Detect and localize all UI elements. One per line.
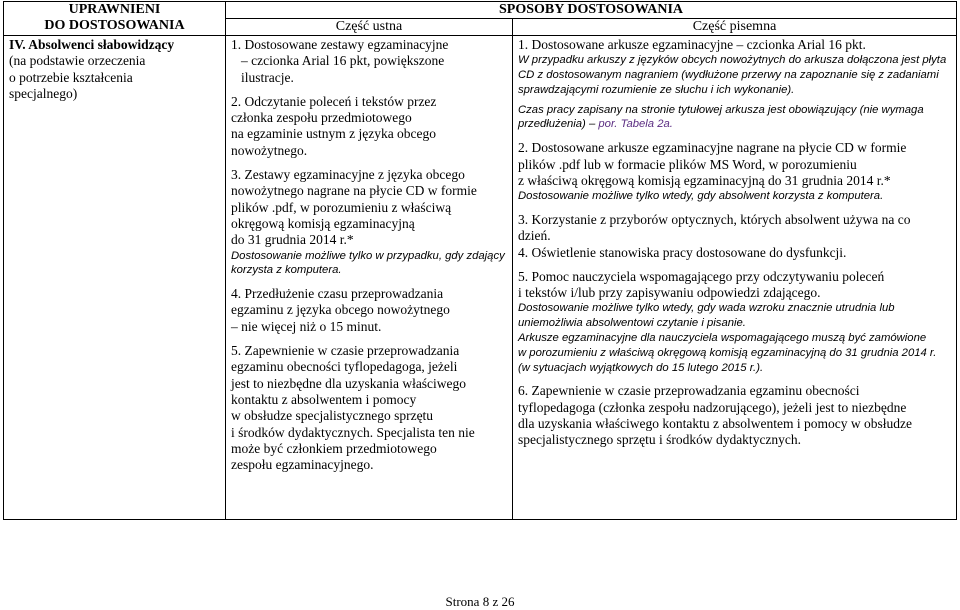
oral-item: do 31 grudnia 2014 r.*	[231, 232, 354, 248]
written-item: z właściwą okręgową komisją egzaminacyjną do 31 grudnia 2014 r.*	[518, 172, 891, 188]
written-note: Dostosowanie możliwe tylko wtedy, gdy wada wzroku znacznie utrudnia lub	[518, 302, 895, 315]
written-item: plików .pdf lub w formacie plików MS Word, w porozumieniu	[518, 156, 857, 172]
oral-item: 4. Przedłużenie czasu przeprowadzania	[231, 286, 444, 302]
header-entitled-line2: DO DOSTOSOWANIA	[44, 18, 185, 33]
entitled-line: (na podstawie orzeczenia	[9, 53, 146, 69]
written-note: uniemożliwia absolwentowi czytanie i pisanie.	[518, 317, 746, 330]
written-note: w porozumieniu z właściwą okręgową komisją egzaminacyjną do 31 grudnia 2014 r.	[518, 346, 937, 359]
written-item: i tekstów i/lub przy zapisywaniu odpowiedzi zdającego.	[518, 285, 821, 301]
oral-item: 5. Zapewnienie w czasie przeprowadzania	[231, 343, 460, 359]
written-note: sprawdzającymi rozumienie ze słuchu i ich wykonanie).	[518, 83, 795, 96]
header-methods: SPOSOBY DOSTOSOWANIA	[226, 2, 957, 19]
oral-item: w obsłudze specjalistycznego sprzętu	[231, 408, 434, 424]
written-item: tyflopedagoga (członka zespołu nadzorującego), jeżeli jest to niezbędne	[518, 399, 907, 415]
written-item: 3. Korzystanie z przyborów optycznych, których absolwent używa na co	[518, 211, 911, 227]
oral-item: jest to niezbędne dla uzyskania właściwego	[231, 375, 467, 391]
written-item: 4. Oświetlenie stanowiska pracy dostosowane do dysfunkcji.	[518, 244, 847, 260]
oral-item: 1. Dostosowane zestawy egzaminacyjne	[231, 37, 449, 52]
oral-note: korzysta z komputera.	[231, 264, 342, 277]
oral-item: – nie więcej niż o 15 minut.	[231, 318, 382, 334]
header-entitled-line1: UPRAWNIENI	[68, 2, 161, 17]
written-note-text: przedłużenia) –	[518, 118, 599, 131]
oral-item: 2. Odczytanie poleceń i tekstów przez	[231, 93, 437, 109]
oral-item: na egzaminie ustnym z języka obcego	[231, 126, 437, 142]
entitled-line: specjalnego)	[9, 85, 78, 101]
written-item: dzień.	[518, 228, 551, 244]
written-note: (w sytuacjach wyjątkowych do 15 lutego 2015 r.).	[518, 361, 764, 374]
oral-item: kontaktu z absolwentem i pomocy	[231, 391, 417, 407]
adaptations-table	[3, 1, 957, 520]
written-note: Dostosowanie możliwe tylko wtedy, gdy absolwent korzysta z komputera.	[518, 190, 884, 203]
written-item: 1. Dostosowane arkusze egzaminacyjne – czcionka Arial 16 pkt.	[518, 37, 866, 52]
oral-cell	[226, 36, 513, 520]
written-note: Arkusze egzaminacyjne dla nauczyciela wspomagającego muszą być zamówione	[518, 332, 927, 345]
written-item: 5. Pomoc nauczyciela wspomagającego przy odczytywaniu poleceń	[518, 268, 885, 284]
oral-item: członka zespołu przedmiotowego	[231, 110, 412, 126]
oral-item: i środków dydaktycznych. Specjalista ten nie	[231, 424, 475, 440]
oral-note: Dostosowanie możliwe tylko w przypadku, gdy zdający	[231, 249, 505, 262]
written-note: Czas pracy zapisany na stronie tytułowej arkusza jest obowiązujący (nie wymaga	[518, 103, 924, 116]
oral-item: nowożytnego.	[231, 142, 308, 158]
oral-item: nowożytnego nagrane na płycie CD w formie	[231, 183, 477, 199]
page-number: Strona 8 z 26	[445, 594, 515, 609]
written-item: specjalistycznego sprzętu i środków dydaktycznych.	[518, 432, 802, 448]
oral-item: okręgową komisją egzaminacyjną	[231, 215, 415, 231]
oral-item: zespołu egzaminacyjnego.	[231, 457, 374, 473]
header-entitled	[4, 2, 226, 36]
written-item: dla uzyskania właściwego kontaktu z absolwentem i pomocy w obsłudze	[518, 416, 913, 432]
oral-item: egzaminu z języka obcego nowożytnego	[231, 302, 450, 318]
oral-item: egzaminu obecności tyflopedagoga, jeżeli	[231, 359, 458, 375]
oral-item: – czcionka Arial 16 pkt, powiększone	[241, 53, 445, 69]
written-item: 6. Zapewnienie w czasie przeprowadzania egzaminu obecności	[518, 383, 860, 399]
oral-item: plików .pdf, w porozumieniu z właściwą	[231, 199, 452, 215]
written-note: W przypadku arkuszy z języków obcych nowożytnych do arkusza dołączona jest płyta	[518, 54, 947, 67]
header-oral: Część ustna	[226, 19, 513, 36]
entitled-line: o potrzebie kształcenia	[9, 69, 133, 85]
table-2a-link[interactable]: por. Tabela 2a.	[598, 118, 673, 131]
entitled-title: IV. Absolwenci słabowidzący	[9, 37, 175, 52]
written-note: CD z dostosowanym nagraniem (wydłużone przerwy na zapoznanie się z zadaniami	[518, 69, 939, 82]
oral-item: może być członkiem przedmiotowego	[231, 440, 437, 456]
written-item: 2. Dostosowane arkusze egzaminacyjne nagrane na płycie CD w formie	[518, 140, 907, 156]
oral-item: 3. Zestawy egzaminacyjne z języka obcego	[231, 167, 465, 183]
written-cell	[513, 36, 957, 520]
oral-item: ilustracje.	[241, 69, 294, 85]
header-written: Część pisemna	[513, 19, 957, 36]
written-note	[518, 117, 951, 132]
entitled-cell	[4, 36, 226, 520]
